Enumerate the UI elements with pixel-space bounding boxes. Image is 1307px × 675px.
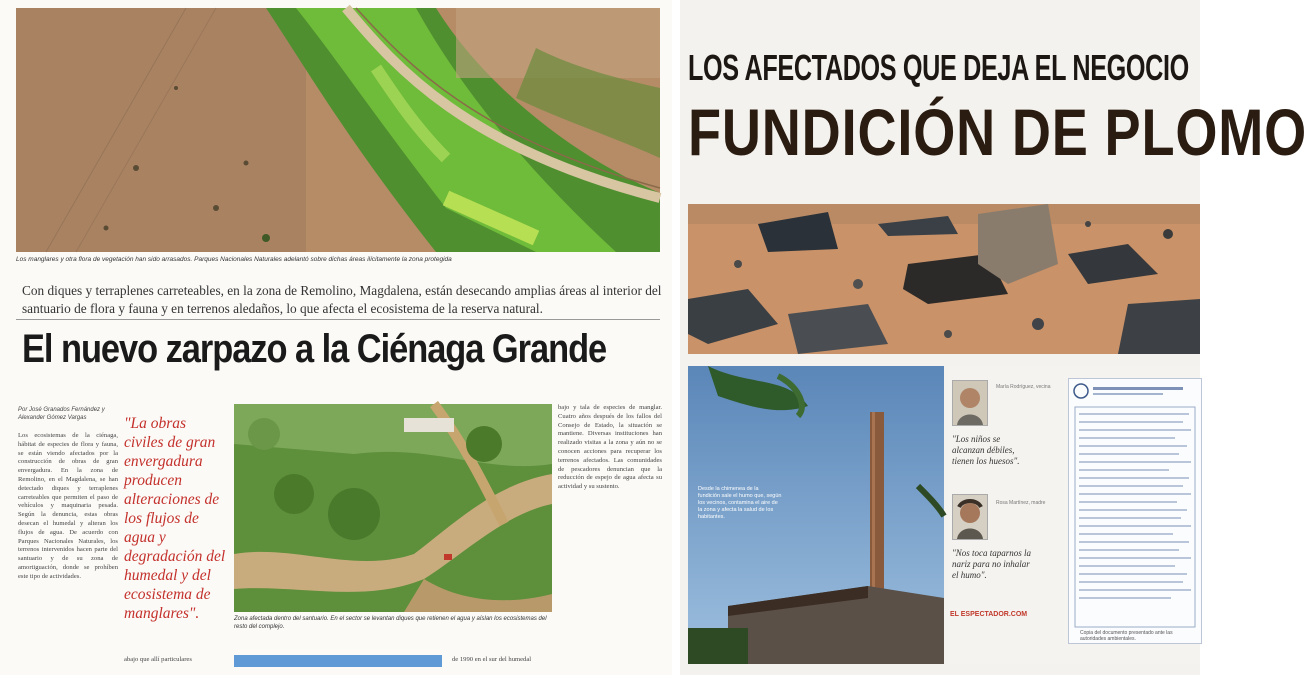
article-kicker: LOS AFECTADOS QUE DEJA EL NEGOCIO bbox=[688, 47, 1189, 88]
aerial-photo-dikes bbox=[234, 404, 552, 612]
person-2-quote: "Nos toca taparnos la nariz para no inhalar el humo". bbox=[952, 548, 1032, 580]
person-1-quote: "Los niños se alcanzan débiles, tienen los huesos". bbox=[952, 434, 1020, 466]
mid-photo-caption: Zona afectada dentro del santuario. En el sector se levantan diques que retienen el agua y aíslan los ecosistemas del resto del complejo. bbox=[234, 616, 547, 630]
divider bbox=[16, 319, 660, 320]
bottom-text-left: abajo que allí particulares bbox=[124, 656, 192, 663]
portrait-photo-2 bbox=[952, 494, 988, 540]
column-4-text: bajo y tala de especies de manglar. Cuatro años después de los fallos del Consejo de Estado, la situación se mantiene. Diversas instituciones han realizado visitas a la zona y aún no se conocen acciones para recuperar los terrenos afectados. Las comunidades de pescadores denuncian que la reducción de espejo de agua afecta su actividad y su sustento. bbox=[558, 404, 662, 491]
column-1-text: Los ecosistemas de la ciénaga, hábitat de especies de flora y fauna, se están viendo afectados por la construcción de obras de gran envergadura. En la zona de Remolino, en el Magdalena, se han detectado diques y terraplenes carreteables que permiten el paso de vehículos y maquinaria pesada. Según la denuncia, estas obras desecan el humedal y alteran los flujos de agua. De acuerdo con Parques Nacionales Naturales, los terrenos intervenidos hacen parte del santuario y de su zona de amortiguación, donde se prohíben este tipo de actividades. bbox=[18, 432, 118, 580]
document-scan bbox=[1068, 378, 1202, 644]
blue-graphic-bar bbox=[234, 655, 442, 667]
page-gutter bbox=[672, 0, 680, 675]
article-headline-right: FUNDICIÓN DE PLOMO bbox=[688, 95, 1307, 169]
aerial-photo-mangroves bbox=[16, 8, 660, 252]
portrait-photo-1 bbox=[952, 380, 988, 426]
pull-quote: "La obras civiles de gran envergadura producen alteraciones de los flujos de agua y degradación del humedal y del ecosistema de manglares". bbox=[124, 415, 226, 622]
article-headline: El nuevo zarpazo a la Ciénaga Grande bbox=[22, 327, 607, 371]
article-lead: Con diques y terraplenes carreteables, en la zona de Remolino, Magdalena, están desecando amplias áreas al interior del santuario de flora y fauna y en terrenos aledaños, lo que afecta el ecosistema de la reserva natural. bbox=[22, 283, 662, 316]
article-column-1 bbox=[18, 432, 118, 667]
byline: Por José Granados Fernández y Alexander Gómez Vargas bbox=[18, 407, 105, 421]
person-1-name: María Rodríguez, vecina bbox=[996, 384, 1051, 390]
publication-logo: EL ESPECTADOR.COM bbox=[950, 611, 1028, 618]
chimney-photo-caption: Desde la chimenea de la fundición sale el humo que, según los vecinos, contamina el aire de la zona y afecta la salud de los habitantes. bbox=[698, 486, 782, 520]
person-2-name: Rosa Martínez, madre bbox=[996, 500, 1046, 506]
top-photo-caption: Los manglares y otra flora de vegetación han sido arrasados. Parques Nacionales Naturales adelantó sobre dichas áreas ilícitamente la zona protegida bbox=[16, 256, 452, 263]
photo-slag-rocks bbox=[688, 204, 1200, 354]
document-caption: Copia del documento presentado ante las autoridades ambientales. bbox=[1080, 630, 1173, 642]
bottom-text-right: de 1990 en el sur del humedal bbox=[452, 656, 532, 663]
article-column-4 bbox=[558, 404, 662, 616]
